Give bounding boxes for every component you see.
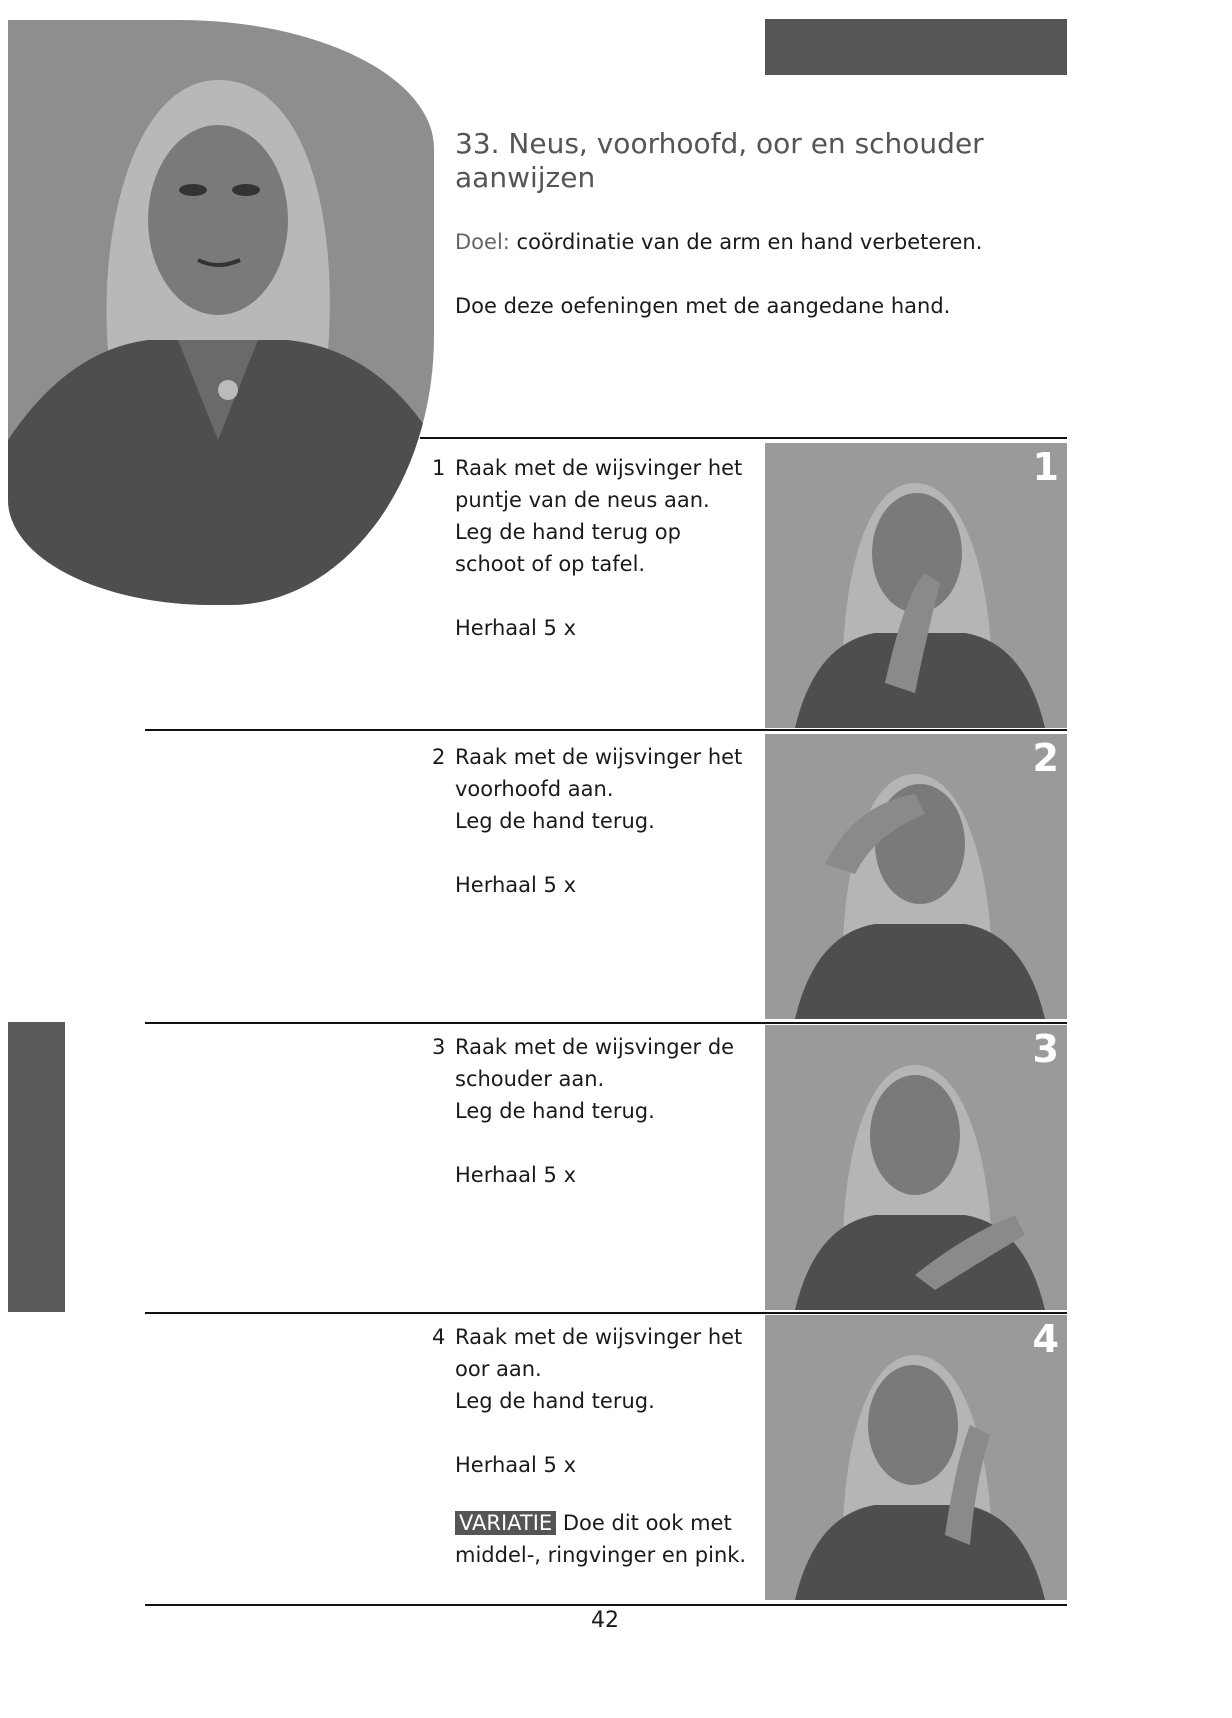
step-line: Leg de hand terug op — [455, 520, 681, 544]
step-line: Leg de hand terug. — [455, 1099, 655, 1123]
instruction: Doe deze oefeningen met de aangedane hand. — [455, 294, 951, 318]
step-line: schoot of op tafel. — [455, 552, 646, 576]
step-repeat: Herhaal 5 x — [455, 1453, 576, 1477]
step-photo — [765, 734, 1067, 1019]
side-tab — [8, 1022, 65, 1312]
step-photo — [765, 443, 1067, 728]
photo-label: 4 — [1032, 1317, 1059, 1361]
step-photo — [765, 1025, 1067, 1310]
step-number: 2 — [432, 745, 446, 769]
variation-text: Doe dit ook met — [556, 1511, 732, 1535]
step-repeat: Herhaal 5 x — [455, 873, 576, 897]
variation-text: middel-, ringvinger en pink. — [455, 1543, 747, 1567]
step-line: schouder aan. — [455, 1067, 605, 1091]
step-number: 3 — [432, 1035, 446, 1059]
step-line: Raak met de wijsvinger het — [455, 1325, 743, 1349]
step-line: Raak met de wijsvinger het — [455, 745, 743, 769]
photo-label: 1 — [1032, 445, 1059, 489]
page-title: 33. Neus, voorhoofd, oor en schouder aanwijzen — [455, 127, 984, 194]
step-line: Leg de hand terug. — [455, 1389, 655, 1413]
divider — [145, 1312, 1067, 1314]
step-number: 4 — [432, 1325, 446, 1349]
divider — [420, 437, 1067, 439]
step-repeat: Herhaal 5 x — [455, 1163, 576, 1187]
divider — [145, 729, 1067, 731]
portrait-photo — [8, 20, 434, 605]
photo-label: 3 — [1032, 1027, 1059, 1071]
step-line: Leg de hand terug. — [455, 809, 655, 833]
header-bar — [765, 19, 1067, 75]
step-repeat: Herhaal 5 x — [455, 616, 576, 640]
step-text — [455, 1031, 755, 1191]
variation-badge: VARIATIE — [455, 1511, 556, 1535]
goal-label: Doel: — [455, 230, 510, 254]
step-line: puntje van de neus aan. — [455, 488, 710, 512]
page-number: 42 — [591, 1608, 619, 1633]
step-line: oor aan. — [455, 1357, 542, 1381]
divider — [145, 1604, 1067, 1606]
step-text — [455, 741, 755, 901]
variation-note — [455, 1507, 765, 1571]
step-line: Raak met de wijsvinger het — [455, 456, 743, 480]
step-text — [455, 452, 755, 644]
step-text — [455, 1321, 755, 1481]
step-photo — [765, 1315, 1067, 1600]
divider — [145, 1022, 1067, 1024]
photo-label: 2 — [1032, 736, 1059, 780]
step-number: 1 — [432, 456, 446, 480]
step-line: Raak met de wijsvinger de — [455, 1035, 735, 1059]
goal-text: coördinatie van de arm en hand verbeteren. — [516, 230, 983, 254]
step-line: voorhoofd aan. — [455, 777, 614, 801]
goal — [455, 228, 982, 256]
